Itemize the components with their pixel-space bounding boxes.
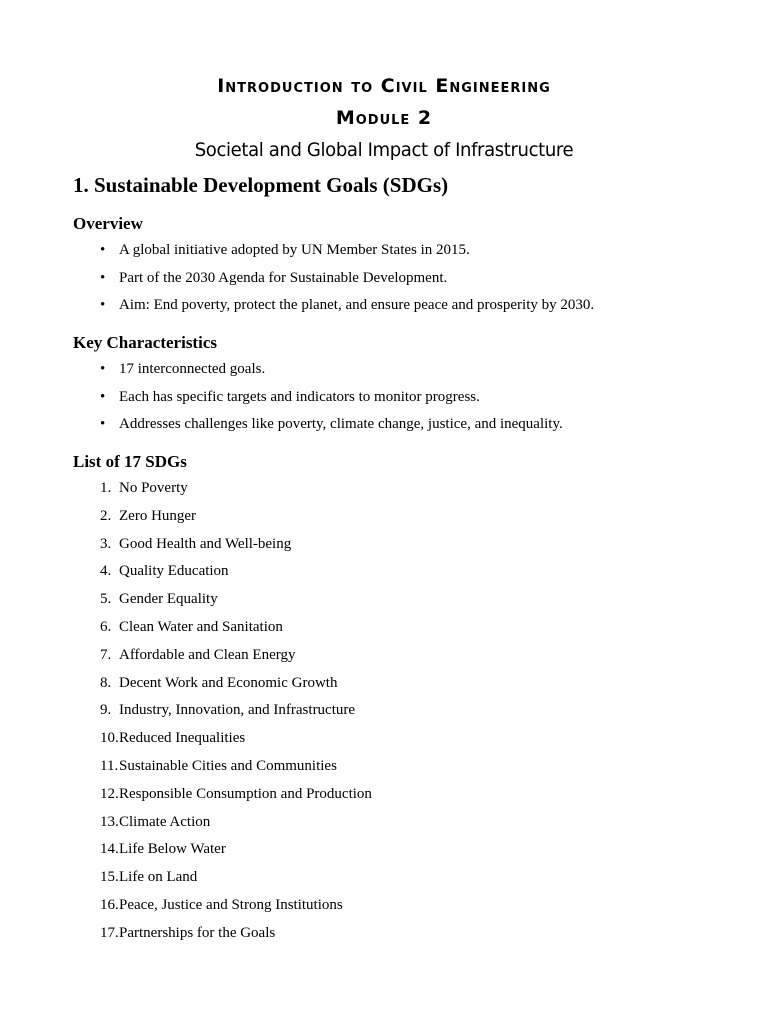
module-subtitle: Societal and Global Impact of Infrastructure [194, 139, 574, 161]
sdg-number: 2. [100, 507, 112, 524]
sdg-name: Responsible Consumption and Production [119, 785, 372, 802]
sdg-number: 10. [100, 730, 119, 747]
sdg-number: 14. [100, 841, 119, 858]
bullet-icon: • [100, 242, 106, 258]
characteristics-list [73, 359, 563, 442]
sdg-number: 6. [100, 618, 112, 635]
bullet-icon: • [100, 388, 106, 405]
sdg-name: Zero Hunger [119, 507, 197, 524]
sdg-number: 9. [100, 702, 112, 719]
sdg-name: Quality Education [119, 563, 229, 580]
section-heading: 1. Sustainable Development Goals (SDGs) [73, 173, 449, 197]
overview-heading: Overview [73, 214, 143, 233]
sdg-name: Gender Equality [119, 591, 218, 608]
document-header [0, 70, 768, 164]
overview-item-text: Part of the 2030 Agenda for Sustainable Development. [119, 269, 448, 286]
bullet-icon: • [100, 361, 106, 377]
characteristic-item-text: Addresses challenges like poverty, climate change, justice, and inequality. [119, 416, 563, 432]
sdg-name: Decent Work and Economic Growth [119, 674, 338, 691]
sdg-name: Climate Action [119, 813, 211, 830]
sdg-number: 5. [100, 591, 112, 608]
list-item [73, 268, 594, 296]
sdg-list-heading: List of 17 SDGs [73, 452, 187, 471]
sdg-name: Good Health and Well-being [119, 535, 292, 552]
sdg-number: 7. [100, 646, 112, 663]
sdg-name: Sustainable Cities and Communities [119, 757, 337, 774]
sdg-name: Partnerships for the Goals [119, 924, 276, 941]
sdg-name: Clean Water and Sanitation [119, 618, 283, 635]
list-item [73, 240, 594, 268]
list-item [73, 387, 563, 415]
sdg-number: 12. [100, 785, 119, 802]
bullet-icon: • [100, 416, 106, 432]
characteristic-item-text: Each has specific targets and indicators to monitor progress. [119, 388, 480, 405]
sdg-number: 8. [100, 674, 112, 691]
document-title: Introduction to Civil Engineering [217, 75, 551, 97]
sdg-number: 1. [100, 480, 112, 496]
sdg-name: Life on Land [119, 869, 198, 886]
characteristics-heading: Key Characteristics [73, 333, 217, 352]
sdg-number: 13. [100, 813, 119, 830]
sdg-number: 16. [100, 896, 119, 913]
sdg-number: 4. [100, 563, 112, 580]
overview-list [73, 240, 594, 323]
sdg-name: Affordable and Clean Energy [119, 646, 296, 663]
sdg-number: 17. [100, 924, 119, 941]
module-label: Module 2 [335, 107, 433, 129]
overview-item-text: A global initiative adopted by UN Member States in 2015. [119, 242, 470, 258]
sdg-number: 15. [100, 869, 119, 886]
bullet-icon: • [100, 269, 106, 286]
list-item [73, 359, 563, 387]
characteristic-item-text: 17 interconnected goals. [119, 361, 266, 377]
sdg-number: 11. [100, 757, 119, 774]
sdg-name: Peace, Justice and Strong Institutions [119, 896, 343, 913]
overview-item-text: Aim: End poverty, protect the planet, and ensure peace and prosperity by 2030. [119, 297, 595, 313]
list-item [73, 414, 563, 442]
sdg-name: No Poverty [119, 480, 188, 496]
bullet-icon: • [100, 297, 106, 313]
sdg-name: Life Below Water [119, 841, 226, 858]
sdg-name: Industry, Innovation, and Infrastructure [119, 702, 356, 719]
list-item [73, 295, 594, 323]
sdg-number: 3. [100, 535, 112, 552]
sdg-name: Reduced Inequalities [119, 730, 246, 747]
